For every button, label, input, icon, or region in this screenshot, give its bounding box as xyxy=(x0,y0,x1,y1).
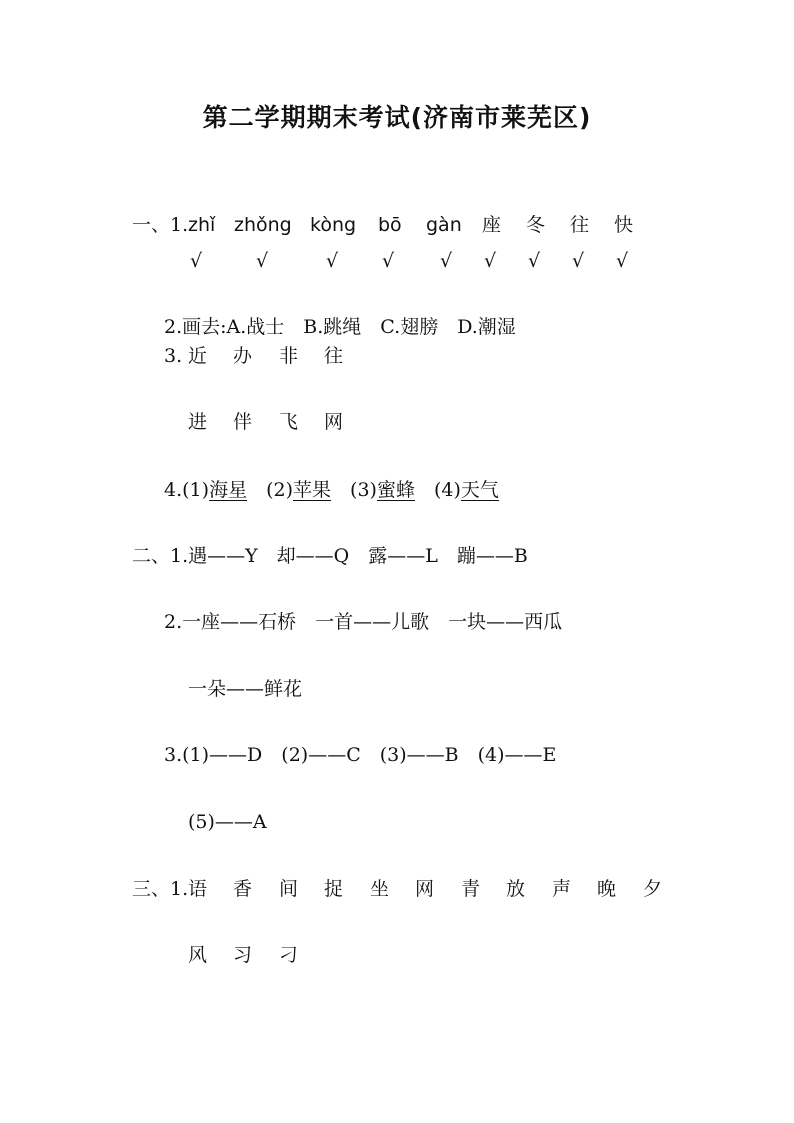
s2-q2-line2: 一朵——鲜花 xyxy=(188,678,303,700)
s3-char: 语 xyxy=(188,878,208,900)
q3-char: 进 xyxy=(188,411,208,433)
check-mark: √ xyxy=(382,250,395,272)
q3-char: 飞 xyxy=(279,411,299,433)
q4-answer: 海星 xyxy=(209,479,248,501)
pinyin-word: kòng xyxy=(310,214,357,236)
q4-num: (1) xyxy=(182,479,210,501)
s3-char: 风 xyxy=(188,944,208,966)
pinyin-word: bō xyxy=(378,214,402,236)
s3-char: 习 xyxy=(233,944,253,966)
check-mark: √ xyxy=(616,250,629,272)
check-mark: √ xyxy=(440,250,453,272)
q3-char: 往 xyxy=(324,345,344,367)
q4-num: (3) xyxy=(350,479,377,501)
s1-q3-prefix: 3. xyxy=(164,345,183,367)
q3-char: 近 xyxy=(188,345,208,367)
q4-answer: 天气 xyxy=(460,479,499,501)
s3-q1-row2 xyxy=(132,942,332,968)
q4-num: (4) xyxy=(434,479,461,501)
s1-q2: 2.画去:A.战士 B.跳绳 C.翅膀 D.潮湿 xyxy=(164,316,516,338)
check-mark: √ xyxy=(190,250,203,272)
check-mark: √ xyxy=(528,250,541,272)
s3-prefix: 三、1. xyxy=(132,878,189,900)
s3-char: 香 xyxy=(233,878,253,900)
s1-prefix: 一、1. xyxy=(132,214,189,236)
q3-char: 办 xyxy=(233,345,253,367)
check-mark: √ xyxy=(326,250,339,272)
q4-answer: 苹果 xyxy=(293,479,332,501)
s3-char: 网 xyxy=(415,878,435,900)
s1-q3-row1 xyxy=(164,343,364,369)
q3-char: 非 xyxy=(279,345,299,367)
check-mark: √ xyxy=(572,250,585,272)
s1-q4-prefix: 4. xyxy=(164,479,183,501)
s2-q3-line1: 3.(1)——D (2)——C (3)——B (4)——E xyxy=(164,744,557,766)
check-mark: √ xyxy=(256,250,269,272)
char-word: 座 xyxy=(482,214,502,236)
s2-q3-line2: (5)——A xyxy=(188,811,267,833)
s2-q2-line1: 2.一座——石桥 一首——儿歌 一块——西瓜 xyxy=(164,611,563,633)
s1-q4 xyxy=(164,477,499,503)
s3-char: 青 xyxy=(461,878,481,900)
check-mark: √ xyxy=(484,250,497,272)
page-title: 第二学期期末考试(济南市莱芜区) xyxy=(202,103,592,132)
s3-char: 坐 xyxy=(370,878,390,900)
pinyin-word: zhǒng xyxy=(234,214,292,236)
pinyin-word: gàn xyxy=(426,214,462,236)
s1-q1-row xyxy=(132,212,652,238)
s3-char: 刁 xyxy=(279,944,299,966)
s3-char: 晚 xyxy=(597,878,617,900)
s3-char: 放 xyxy=(506,878,526,900)
s1-q3-row2 xyxy=(164,409,364,435)
char-word: 快 xyxy=(614,214,634,236)
s1-checks-row xyxy=(132,248,652,274)
pinyin-word: zhǐ xyxy=(188,214,216,236)
s3-char: 捉 xyxy=(324,878,344,900)
q4-answer: 蜜蜂 xyxy=(376,479,415,501)
q3-char: 网 xyxy=(324,411,344,433)
q4-num: (2) xyxy=(266,479,294,501)
s2-q1: 二、1.遇——Y 却——Q 露——L 蹦——B xyxy=(132,545,528,567)
s3-char: 声 xyxy=(552,878,572,900)
s3-q1-row1 xyxy=(132,876,672,902)
char-word: 往 xyxy=(570,214,590,236)
char-word: 冬 xyxy=(526,214,546,236)
s3-char: 夕 xyxy=(643,878,663,900)
s3-char: 间 xyxy=(279,878,299,900)
q3-char: 伴 xyxy=(233,411,253,433)
